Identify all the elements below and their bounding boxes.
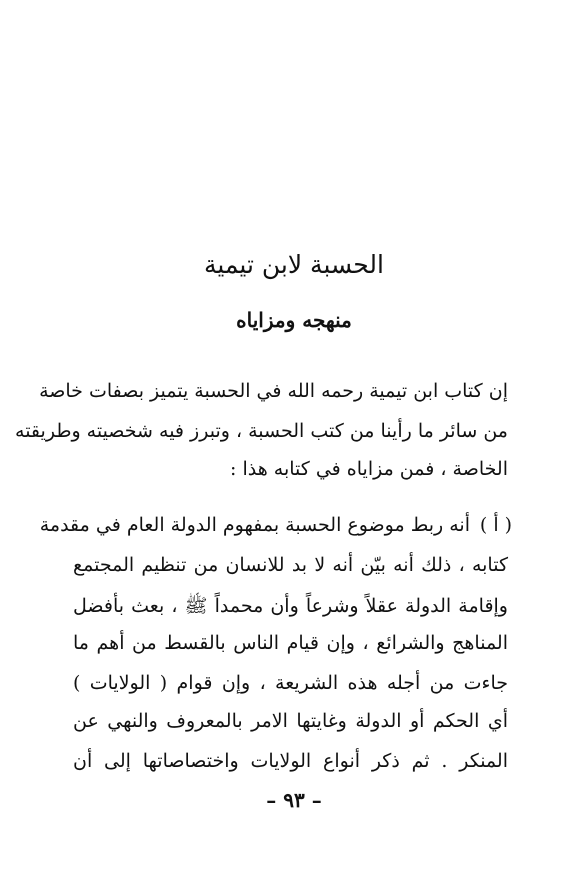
page-number: – ٩٣ – [266, 788, 322, 812]
page-subtitle: منهجه ومزاياه [236, 308, 352, 332]
list-item-line: كتابه ، ذلك أنه بيّن أنه لا بد للانسان من تنظيم المجتمع [73, 554, 508, 576]
list-item-line: المنكر . ثم ذكر أنواع الولايات واختصاصاتها إلى أن [73, 750, 508, 772]
paragraph-line: من سائر ما رأينا من كتب الحسبة ، وتبرز فيه شخصيته وطريقته [15, 420, 508, 442]
page-title: الحسبة لابن تيمية [204, 250, 384, 279]
paragraph-line: إن كتاب ابن تيمية رحمه الله في الحسبة يتميز بصفات خاصة [39, 380, 508, 402]
list-item-line: أي الحكم أو الدولة وغايتها الامر بالمعروف والنهي عن [73, 710, 508, 732]
list-item-line: جاءت من أجله هذه الشريعة ، وإن قوام ( الولايات ) [73, 672, 508, 694]
list-item-line: وإقامة الدولة عقلاً وشرعاً وأن محمداً ﷺ ، بعث بأفضل [73, 595, 508, 617]
list-marker: ( أ ) [479, 514, 513, 536]
list-item-line: المناهج والشرائع ، وإن قيام الناس بالقسط من أهم ما [73, 632, 508, 654]
list-item-line: أنه ربط موضوع الحسبة بمفهوم الدولة العام في مقدمة [39, 514, 470, 536]
paragraph-line: الخاصة ، فمن مزاياه في كتابه هذا : [230, 458, 508, 480]
